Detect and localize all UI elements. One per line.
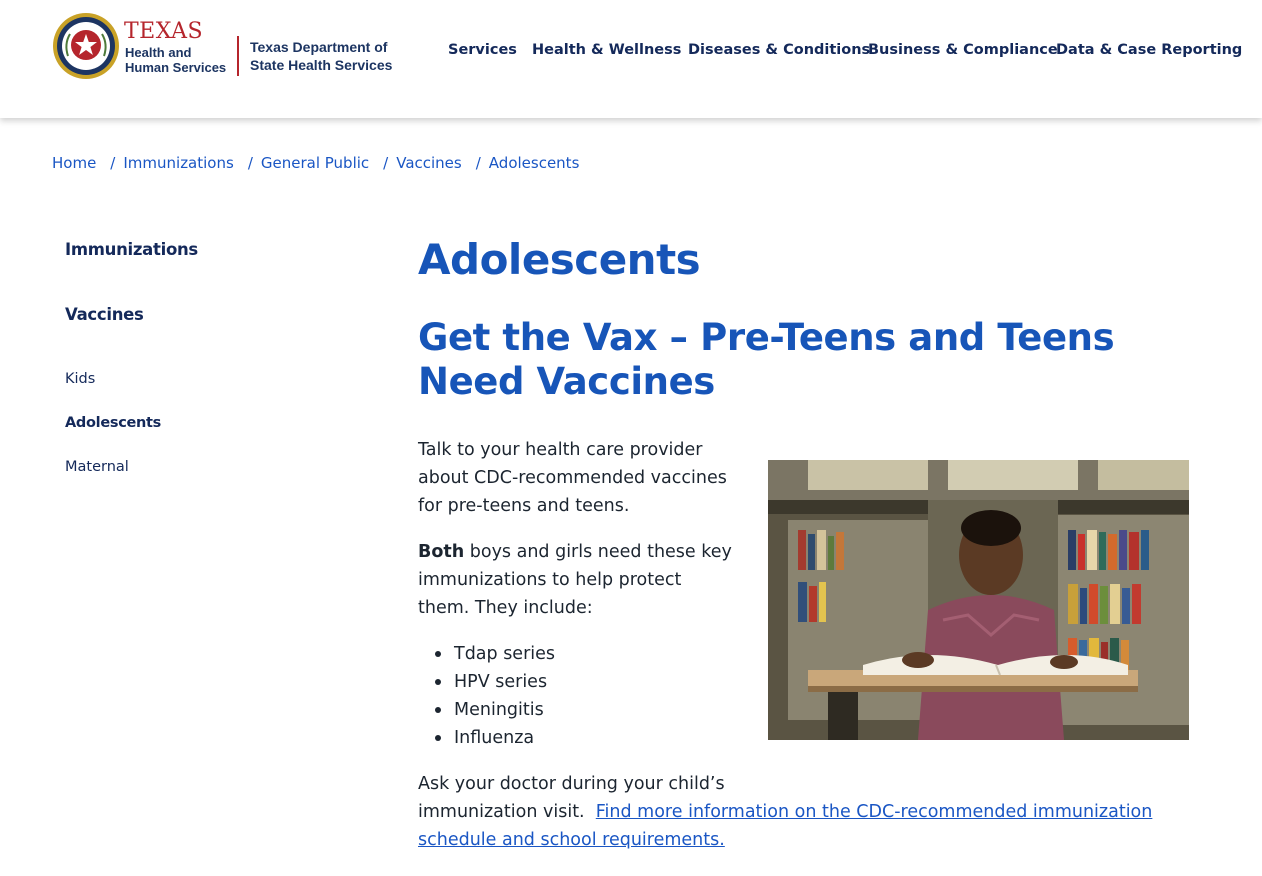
- nav-business-compliance[interactable]: Business & Compliance: [868, 42, 1058, 58]
- breadcrumb-general-public[interactable]: General Public: [260, 154, 370, 172]
- list-item: Tdap series: [418, 640, 555, 668]
- breadcrumb-separator: /: [110, 154, 116, 172]
- intro-paragraph: Talk to your health care provider about CDC-recommended vaccines for pre-teens and teens.: [418, 440, 727, 516]
- teen-reading-photo: [768, 460, 1189, 740]
- breadcrumb-immunizations[interactable]: Immunizations: [123, 154, 234, 172]
- breadcrumb-vaccines[interactable]: Vaccines: [396, 154, 462, 172]
- nav-health-wellness[interactable]: Health & Wellness: [532, 42, 682, 58]
- breadcrumb-separator: /: [383, 154, 389, 172]
- list-item: HPV series: [418, 668, 555, 696]
- list-item: Influenza: [418, 724, 555, 752]
- ask-text-line2: immunization visit.: [418, 802, 591, 822]
- hhs-logo-title: TEXAS: [124, 19, 204, 44]
- texas-hhs-seal-icon[interactable]: [52, 12, 122, 80]
- nav-diseases-conditions[interactable]: Diseases & Conditions: [688, 42, 871, 58]
- dshs-logo-text[interactable]: Texas Department of State Health Services: [250, 39, 393, 73]
- sidebar-item-maternal[interactable]: Maternal: [65, 459, 129, 475]
- site-header: [0, 0, 1262, 118]
- both-paragraph-text: boys and girls need these key immunizations to help protect them. They include:: [418, 542, 732, 618]
- logo-divider: [237, 36, 239, 76]
- hhs-logo-subtitle: Health and Human Services: [125, 45, 227, 75]
- ask-text-line1: Ask your doctor during your child’s: [418, 774, 725, 794]
- sidebar-item-adolescents[interactable]: Adolescents: [65, 415, 162, 431]
- breadcrumb-separator: /: [247, 154, 253, 172]
- section-heading: Get the Vax – Pre-Teens and Teens Need Vaccines: [418, 316, 1115, 403]
- sidebar-item-vaccines[interactable]: Vaccines: [65, 305, 144, 324]
- sidebar-item-immunizations[interactable]: Immunizations: [65, 240, 198, 259]
- page-title: Adolescents: [418, 235, 701, 284]
- both-paragraph: [418, 538, 733, 622]
- breadcrumb: [52, 153, 579, 173]
- vaccine-list: [418, 640, 555, 752]
- both-bold-text: Both: [418, 542, 465, 562]
- breadcrumb-separator: /: [475, 154, 481, 172]
- nav-data-case-reporting[interactable]: Data & Case Reporting: [1056, 42, 1243, 58]
- ask-paragraph: [418, 770, 1208, 854]
- sidebar-item-kids[interactable]: Kids: [65, 371, 96, 387]
- nav-services[interactable]: Services: [448, 42, 517, 58]
- list-item: Meningitis: [418, 696, 555, 724]
- breadcrumb-home[interactable]: Home: [52, 154, 97, 172]
- breadcrumb-adolescents[interactable]: Adolescents: [488, 154, 580, 172]
- cdc-schedule-link[interactable]: Find more information on the CDC-recommended immunization schedule and school requirements.: [418, 802, 1153, 850]
